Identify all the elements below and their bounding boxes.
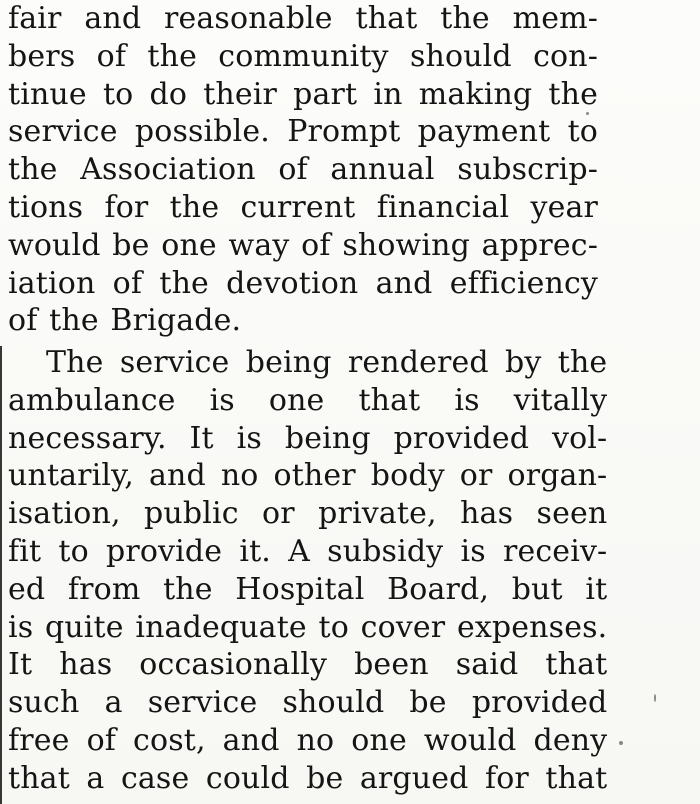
- paragraph-2-line-6: fit to provide it. A subsidy is receiv-: [8, 533, 608, 569]
- paragraph-2-line-2: ambulance is one that is vitally: [8, 382, 608, 418]
- paragraph-2-line-1: The service being rendered by the: [46, 345, 608, 380]
- paragraph-2-line-9: It has occasionally been said that: [8, 647, 608, 683]
- paragraph-1-line-2: bers of the community should con-: [8, 38, 599, 74]
- paragraph-2-line-12: that a case could be argued for that: [8, 760, 608, 796]
- paragraph-1-line-8: iation of the devotion and efficiency: [8, 265, 599, 301]
- paragraph-2: [8, 344, 607, 798]
- paragraph-2-line-4: untarily, and no other body or organ-: [8, 458, 608, 494]
- column-rule: [0, 346, 2, 804]
- paragraph-2-line-5: isation, public or private, has seen: [8, 496, 608, 532]
- ink-speck: [619, 741, 623, 745]
- paragraph-2-line-8: is quite inadequate to cover expenses.: [8, 609, 608, 645]
- paragraph-1-line-7: would be one way of showing apprec-: [8, 227, 599, 263]
- ink-speck: [586, 112, 589, 115]
- paragraph-1-line-9: of the Brigade.: [8, 303, 242, 339]
- paragraph-2-line-10: such a service should be provided: [8, 685, 608, 721]
- paragraph-1-line-3: tinue to do their part in making the: [8, 76, 599, 112]
- paragraph-1-line-1: fair and reasonable that the mem-: [8, 1, 599, 36]
- ink-speck: [654, 694, 656, 702]
- paragraph-1-line-4: service possible. Prompt payment to: [8, 114, 599, 150]
- paragraph-1-line-5: the Association of annual subscrip-: [8, 152, 599, 188]
- paragraph-2-line-11: free of cost, and no one would deny: [8, 722, 608, 758]
- paragraph-1: [8, 0, 598, 340]
- paragraph-2-line-3: necessary. It is being provided vol-: [8, 420, 608, 456]
- paragraph-2-line-7: ed from the Hospital Board, but it: [8, 571, 608, 607]
- paragraph-1-line-6: tions for the current financial year: [8, 189, 599, 225]
